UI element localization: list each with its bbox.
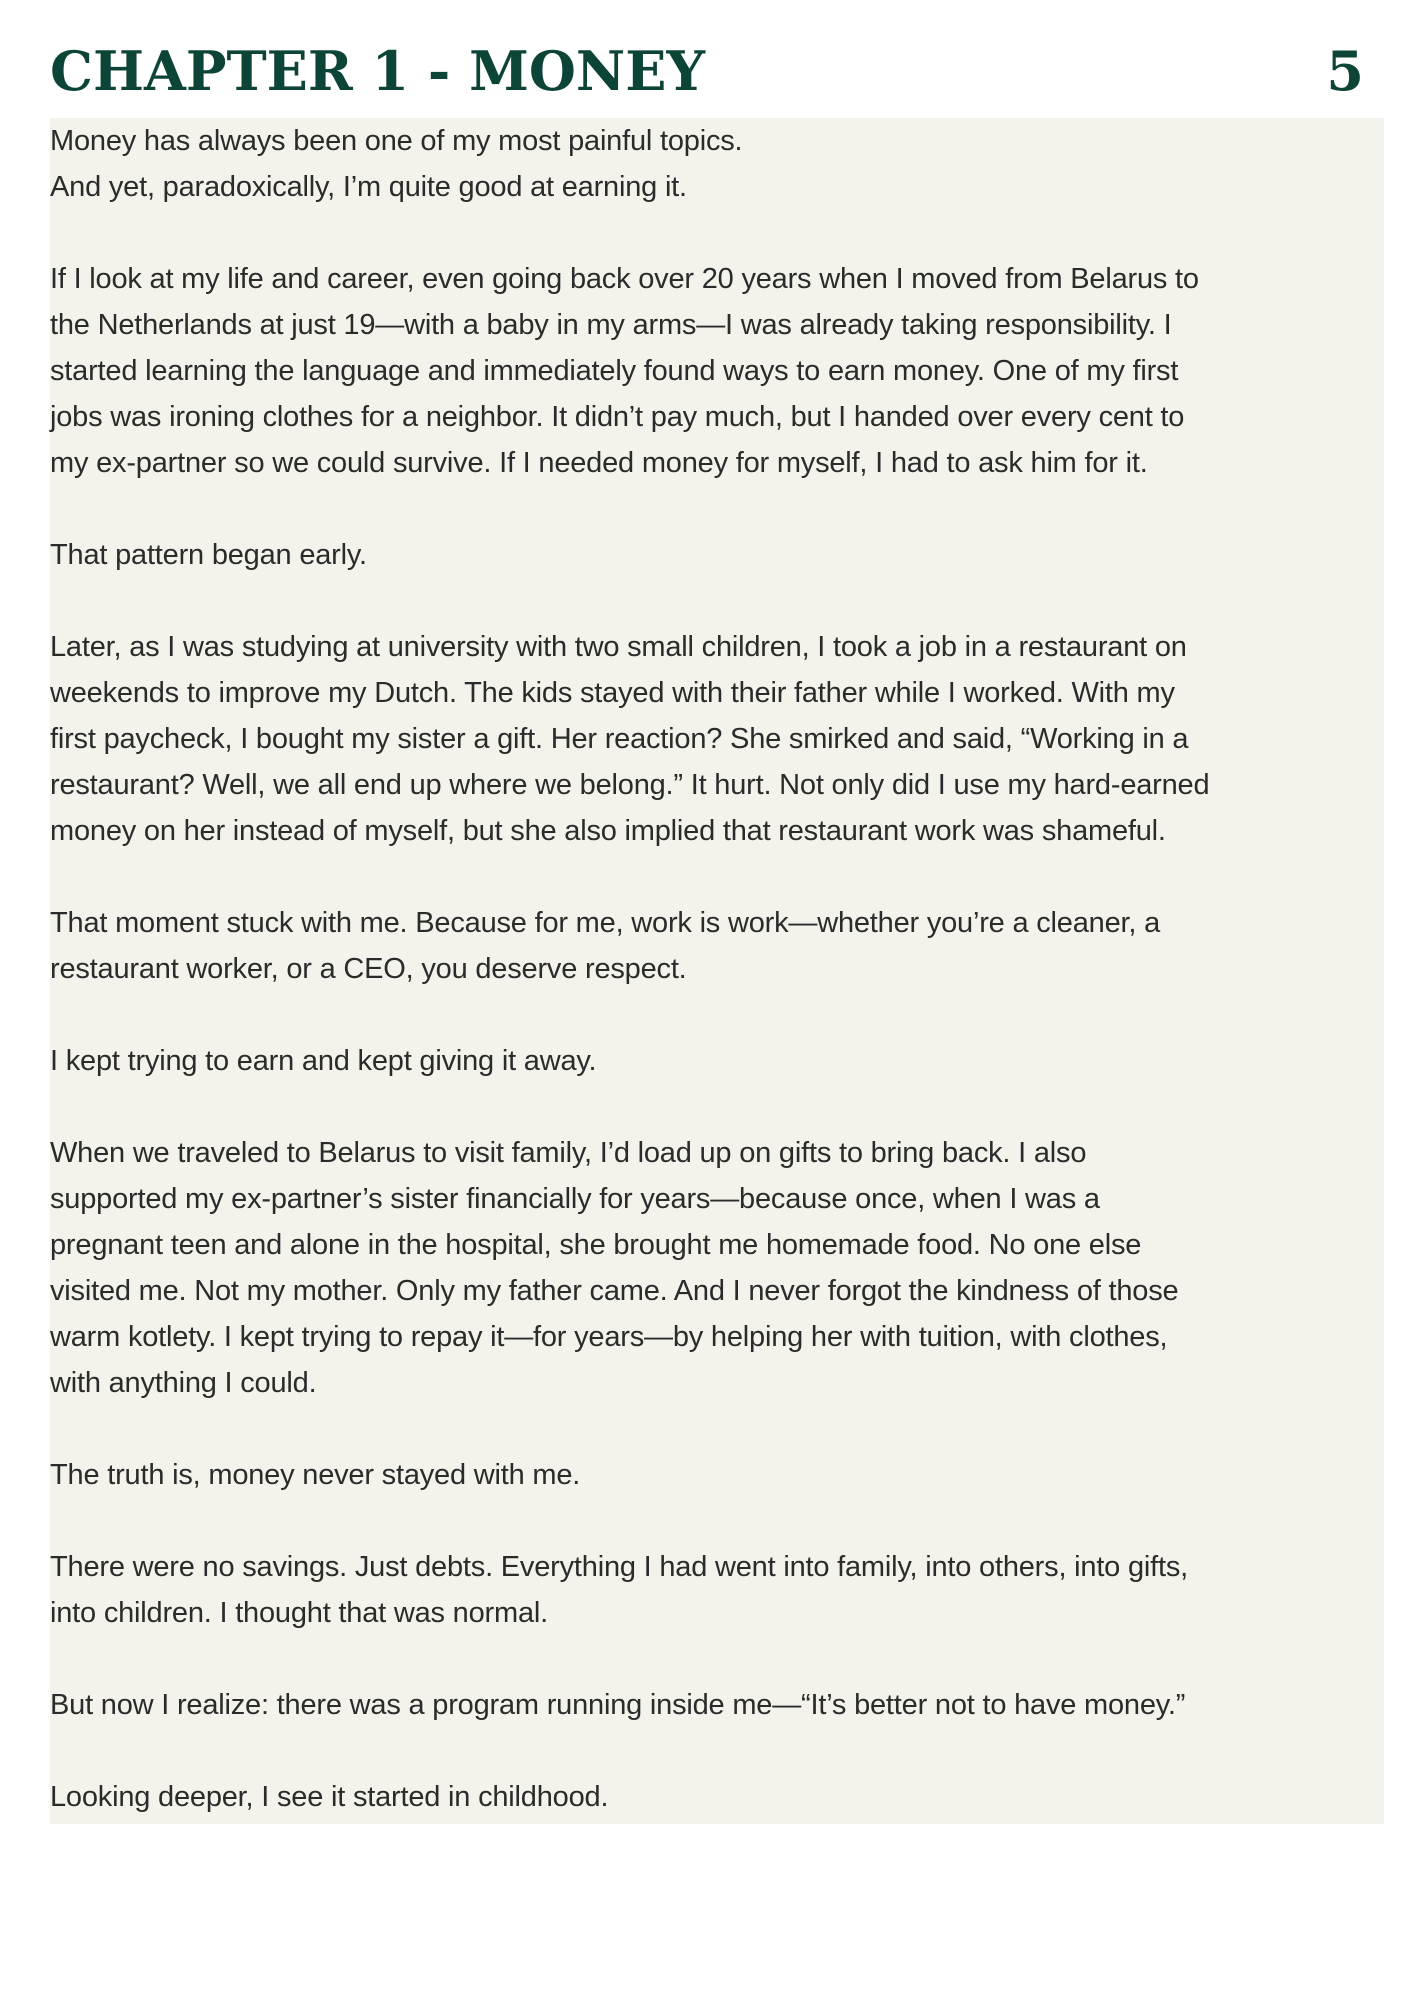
text-line: Money has always been one of my most painful topics. [50, 125, 743, 157]
chapter-title: CHAPTER 1 - MONEY [50, 39, 705, 103]
text-line: jobs was ironing clothes for a neighbor. It didn’t pay much, but I handed over every cent to [50, 401, 1185, 433]
text-line: There were no savings. Just debts. Everything I had went into family, into others, into gifts, [50, 1551, 1189, 1583]
page-header [50, 36, 1364, 106]
paragraph [50, 1682, 1384, 1728]
text-line: That moment stuck with me. Because for me, work is work—whether you’re a cleaner, a [50, 907, 1161, 939]
body-text [50, 118, 1384, 1866]
paragraph [50, 1544, 1384, 1636]
text-line: with anything I could. [50, 1367, 317, 1399]
paragraph [50, 1452, 1384, 1498]
text-line: And yet, paradoxically, I’m quite good at earning it. [50, 171, 687, 203]
text-line: restaurant? Well, we all end up where we belong.” It hurt. Not only did I use my hard-earned [50, 769, 1210, 801]
text-line: supported my ex-partner’s sister financially for years—because once, when I was a [50, 1183, 1100, 1215]
text-line: into children. I thought that was normal. [50, 1597, 548, 1629]
text-line: my ex-partner so we could survive. If I needed money for myself, I had to ask him for it. [50, 447, 1148, 479]
paragraph [50, 1774, 1384, 1820]
paragraph [50, 1038, 1384, 1084]
text-line: I kept trying to earn and kept giving it away. [50, 1045, 597, 1077]
text-line: If I look at my life and career, even going back over 20 years when I moved from Belarus to [50, 263, 1199, 295]
text-line: The truth is, money never stayed with me. [50, 1459, 581, 1491]
paragraph [50, 256, 1384, 486]
text-line: warm kotlety. I kept trying to repay it—for years—by helping her with tuition, with clothes, [50, 1321, 1168, 1353]
paragraph [50, 118, 1384, 210]
text-line: first paycheck, I bought my sister a gift. Her reaction? She smirked and said, “Working in a [50, 723, 1189, 755]
paragraph [50, 900, 1384, 992]
text-line: started learning the language and immediately found ways to earn money. One of my first [50, 355, 1179, 387]
text-line: visited me. Not my mother. Only my father came. And I never forgot the kindness of those [50, 1275, 1179, 1307]
text-line: pregnant teen and alone in the hospital, she brought me homemade food. No one else [50, 1229, 1142, 1261]
text-line: That pattern began early. [50, 539, 367, 571]
text-line: Later, as I was studying at university with two small children, I took a job in a restaurant on [50, 631, 1187, 663]
paragraph [50, 532, 1384, 578]
text-line: When we traveled to Belarus to visit family, I’d load up on gifts to bring back. I also [50, 1137, 1087, 1169]
text-line: the Netherlands at just 19—with a baby in my arms—I was already taking responsibility. I [50, 309, 1172, 341]
text-line: Looking deeper, I see it started in childhood. [50, 1781, 609, 1813]
paragraph [50, 1130, 1384, 1406]
text-line: restaurant worker, or a CEO, you deserve respect. [50, 953, 687, 985]
body-text-block [50, 118, 1384, 1824]
page-number: 5 [1326, 39, 1364, 103]
paragraph [50, 624, 1384, 854]
text-line: But now I realize: there was a program running inside me—“It’s better not to have money.” [50, 1689, 1186, 1721]
text-line: money on her instead of myself, but she also implied that restaurant work was shameful. [50, 815, 1166, 847]
text-line: weekends to improve my Dutch. The kids stayed with their father while I worked. With my [50, 677, 1175, 709]
